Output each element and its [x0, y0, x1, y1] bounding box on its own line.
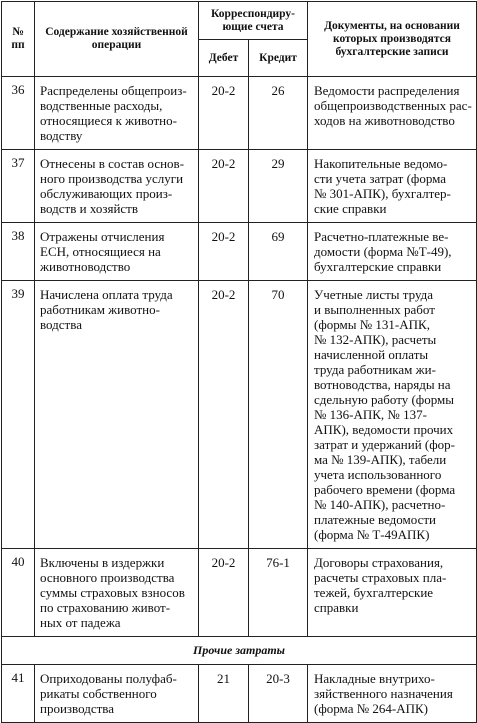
row-content: Включены в издержки основного производства суммы страховых взносов по страхованию живот- ных от падежа: [35, 549, 199, 637]
table-row: [2, 549, 477, 637]
row-documents: Учетные листы труда и выполненных работ (формы № 131-АПК, № 132-АПК), расчеты начисленной оплаты труда работникам жи- вотноводства, наряды на сдельную работу (формы № 136-АПК, № 137- АПК), ведомости прочих затрат и удержаний (фор- ма № 139-АПК), табели учета использованного рабочего времени (форма № 140-АПК), расчетно- платежные ведомости (форма № Т-49АПК): [308, 281, 477, 549]
table-row: [2, 150, 477, 223]
row-content: Начислена оплата труда работникам животно- водства: [35, 281, 199, 549]
row-documents: Накопительные ведомо- сти учета затрат (форма № 301-АПК), бухгалтер- ские справки: [308, 150, 477, 223]
header-content: Содержание хозяйственной операции: [35, 2, 199, 77]
row-debit: 20-2: [199, 150, 249, 223]
row-debit: 20-2: [199, 223, 249, 281]
section-row: [2, 637, 477, 665]
row-content: Распределены общепроиз- водственные расходы, относящиеся к животно- водству: [35, 77, 199, 150]
header-debit: Дебет: [199, 40, 249, 77]
row-debit: 21: [199, 665, 249, 723]
row-debit: 20-2: [199, 549, 249, 637]
row-num: 36: [2, 77, 35, 150]
row-num: 41: [2, 665, 35, 723]
header-credit: Кредит: [249, 40, 308, 77]
row-num: 39: [2, 281, 35, 549]
row-debit: 20-2: [199, 77, 249, 150]
operations-table: [1, 1, 477, 723]
row-content: Оприходованы полуфаб- рикаты собственного производства: [35, 665, 199, 723]
row-content: Отражены отчисления ЕСН, относящиеся на животноводство: [35, 223, 199, 281]
section-title: Прочие затраты: [2, 637, 477, 665]
row-credit: 69: [249, 223, 308, 281]
row-documents: Накладные внутрихо- зяйственного назначения (форма № 264-АПК): [308, 665, 477, 723]
row-content: Отнесены в состав основ- ного производства услуги обслуживающих произ- водств и хозяйств: [35, 150, 199, 223]
row-num: 38: [2, 223, 35, 281]
header-row: [2, 2, 477, 40]
row-credit: 29: [249, 150, 308, 223]
table-row: [2, 223, 477, 281]
header-accounts: Корреспондиру- ющие счета: [199, 2, 308, 40]
row-documents: Расчетно-платежные ве- домости (форма №Т-49), бухгалтерские справки: [308, 223, 477, 281]
row-credit: 70: [249, 281, 308, 549]
row-credit: 20-3: [249, 665, 308, 723]
header-documents: Документы, на основании которых производятся бухгалтерские записи: [308, 2, 477, 77]
header-num: № пп: [2, 2, 35, 77]
row-num: 37: [2, 150, 35, 223]
table-row: [2, 665, 477, 723]
table-row: [2, 281, 477, 549]
row-credit: 76-1: [249, 549, 308, 637]
row-documents: Договоры страхования, расчеты страховых пла- тежей, бухгалтерские справки: [308, 549, 477, 637]
row-num: 40: [2, 549, 35, 637]
row-credit: 26: [249, 77, 308, 150]
table-row: [2, 77, 477, 150]
row-debit: 20-2: [199, 281, 249, 549]
row-documents: Ведомости распределения общепроизводственных рас- ходов на животноводство: [308, 77, 477, 150]
